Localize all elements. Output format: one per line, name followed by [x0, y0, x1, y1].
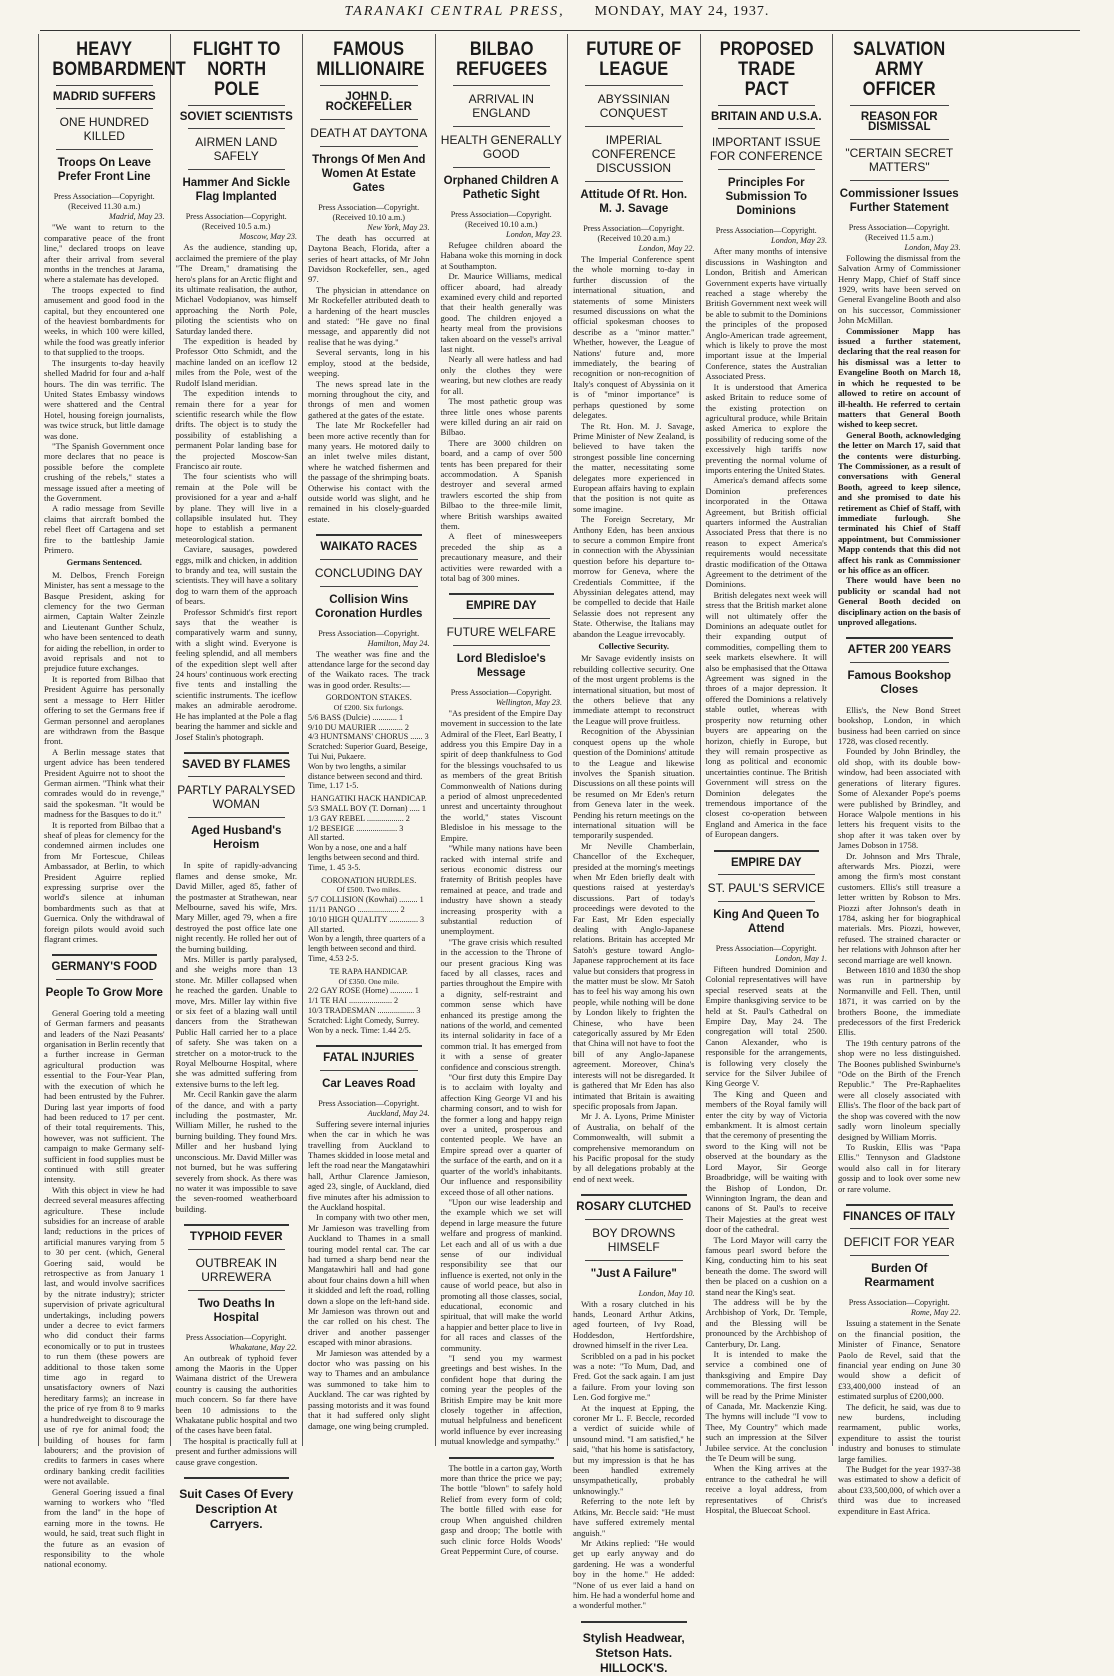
paragraph: The physician in attendance on Mr Rockefeller attributed death to a hardening of the heart muscles and stated: "He gave no final message, and apparently did not realise that he was dying.": [308, 284, 430, 347]
race-line: 5/6 BASS (Dulcie) ............ 1: [308, 712, 404, 722]
divider: [320, 146, 418, 147]
race-line: 1/2 BESEIGE .................... 3: [308, 823, 404, 833]
section-divider: [184, 752, 290, 754]
section-divider: [714, 850, 820, 852]
headline: FUTURE OF LEAGUE: [586, 39, 682, 80]
divider: [453, 167, 551, 168]
article-body: [706, 246, 828, 839]
headline: AFTER 200 YEARS: [847, 644, 951, 657]
divider: [56, 979, 153, 980]
divider: [453, 126, 551, 127]
column-4: [436, 34, 569, 1556]
section-divider: [846, 637, 953, 639]
paragraph: The address will be by the Archbishop of York, Dr. Temple, and the Blessing will be pronounced by the Archbishop of Canterbury, Dr. Lang.: [705, 1296, 827, 1349]
headline: FINANCES OF ITALY: [843, 1210, 956, 1223]
masthead-rule: [40, 30, 1080, 31]
dateline: [308, 1099, 430, 1119]
dateline: [838, 223, 961, 253]
paragraph: Referring to the note left by Atkins, Mr. Beccle said: "He must have suffered extremely mental anguish.": [573, 1496, 695, 1538]
article-body: [838, 705, 961, 1194]
location: London, May 1.: [775, 953, 827, 963]
divider: [585, 1219, 683, 1220]
headline: ROSARY CLUTCHED: [576, 1201, 692, 1214]
paragraph: Mr Savage evidently insists on rebuilding collective security. One of the most urgent problems is the international situation, but most of the others believe that any immediate attempt to reconstruct the League will prove fruitless.: [573, 653, 695, 726]
credit: Press Association—Copyright.: [450, 210, 552, 219]
race-line: Won by two lengths, a similar distance between second and third. Time, 1.17 1-5.: [308, 761, 423, 791]
location: Auckland, May 24.: [367, 1108, 430, 1118]
race-line: 9/10 DU MAURIER ............ 2: [308, 722, 409, 732]
paragraph: Mr Atkins replied: "He would get up early anyway and do gardening. He was a wonderful boy in the home." He added: "None of us ever laid a hand on him. He had a wonderful home and a wonderful mother.": [573, 1537, 695, 1611]
paragraph: General Goering issued a final warning to workers who "fled from the land" in the hope of earning more in the towns. He would, he said, treat such flight in the future as an evasion of responsibility to the whole national economy.: [44, 1486, 165, 1570]
article-body: [176, 1353, 298, 1467]
divider: [585, 181, 683, 182]
paragraph: It is understood that America asked Britain to reduce some of the existing protection on agricultural produce, while Britain asked America to explore the possibility of reducing some of the excessively high tariffs now preventing the normal volume of imports entering the United States.: [705, 381, 827, 475]
paragraph: Several servants, long in his employ, stood at the bedside, weeping.: [308, 347, 430, 379]
column-3: [303, 34, 436, 1446]
headline: HEAVY BOMBARDMENT: [52, 39, 186, 80]
credit: Press Association—Copyright.: [185, 1332, 287, 1342]
paragraph: The weather was fine and the attendance large for the second day of the Waikato races. The track was in good order. Results:—: [308, 648, 430, 690]
race-title: CORONATION HURDLES.: [321, 875, 417, 885]
credit: Press Association—Copyright.: [715, 226, 817, 236]
race-line: Scratched: Superior Guard, Beseige, Tui Nui, Pukaere.: [308, 742, 428, 761]
paragraph: "Our first duty this Empire Day is to acclaim with loyalty and affection King George VI and his charming consort, and to wish for the former a long and happy reign over a united, prosperous and contented people. We have an Empire spread over a quarter of the surface of the earth, and on it a quarter of the world's inhabitants. Our influence and responsibility exceed those of all other nations.: [440, 1072, 562, 1197]
column-2: [171, 34, 304, 1531]
section-divider: [316, 1045, 422, 1047]
divider: [585, 1260, 683, 1261]
location: Moscow, May 23.: [239, 232, 297, 242]
headline: FLIGHT TO NORTH POLE: [192, 39, 280, 100]
subheadline: Orphaned Children A Pathetic Sight: [443, 175, 559, 201]
subheadline: Lord Bledisloe's Message: [456, 652, 546, 679]
divider: [718, 901, 816, 902]
paragraph: With this object in view he had decreed several measures affecting agriculture. These include subsidies for an increase of arable land; reductions in the prices of artificial manures varying from 5 to 30 per cent. (which, General Goering said, would be retrospective as from January 1 last, and would involve sacrifices by the nitrate industry); stricter supervision of private agricultural undertakings, including powers under a decree to evict farmers who did conduct their farms economically or to put in trustees to run them (these powers are additional to those taken some time ago in regard to unsatisfactory owners of Nazi hereditary farms); an increase in the price of rye from 8 to 9 marks a hundredweight to discourage the use of rye for animal food; the building of houses for farm labourers; and the provision of credits to farmers in cases where ordinary banking credit facilities were not available.: [44, 1184, 165, 1487]
paragraph: Between 1810 and 1830 the shop was run in partnership by Normanville and Fell. Then, until 1871, it was carried on by the brothers Boone, the immediate predecessors of the first Frederick Ellis.: [838, 965, 961, 1038]
headline: SALVATION ARMY OFFICER: [853, 39, 946, 100]
divider: [718, 105, 816, 106]
issue-date: MONDAY, MAY 24, 1937.: [594, 4, 770, 19]
subheadline: Burden Of Rearmament: [864, 1263, 935, 1290]
paragraph: America's demand affects some Dominion preferences incorporated in the Ottawa Agreement, but British official quarters informed the Australian Associated Press that there is no reason to expect America's requirements would necessitate drastic modification of the Ottawa Agreement to the detriment of the Dominions.: [705, 475, 827, 590]
deck: "CERTAIN SECRET MATTERS": [845, 145, 954, 174]
headline: EMPIRE DAY: [730, 856, 802, 869]
section-subhead: Collective Security.: [598, 641, 670, 652]
dateline: [706, 944, 828, 964]
divider: [850, 105, 949, 106]
divider: [320, 1070, 418, 1071]
dateline: [573, 1289, 695, 1299]
advertisement: Suit Cases Of Every Description At Carryers.: [179, 1487, 294, 1531]
divider: [585, 126, 683, 127]
deck: ARRIVAL IN ENGLAND: [468, 92, 534, 120]
divider: [850, 139, 949, 140]
deck: IMPORTANT ISSUE FOR CONFERENCE: [709, 135, 823, 164]
location: Wellington, May 23.: [495, 697, 562, 707]
paragraph: In spite of rapidly-advancing flames and dense smoke, Mr. David Miller, aged 85, father of the postmaster at Strathewan, near Melbourne, saved his wife, Mrs. Mary Miller, aged 79, when a fire destroyed the post office late one night recently. He rolled her out of the burning building.: [175, 860, 297, 954]
headline: BILBAO REFUGEES: [455, 39, 547, 80]
paragraph: The Rt. Hon. M. J. Savage, Prime Minister of New Zealand, is believed to have taken the strongest possible line concerning the matter, necessitating some delegates more experienced in European affairs having to explain that the position is not quite as some imagine.: [573, 420, 695, 514]
dateline: [176, 212, 298, 242]
divider: [188, 1249, 286, 1250]
article-body: [176, 242, 298, 742]
paragraph: "I send you my warmest greetings and best wishes. In the confident hope that during the coming year the peoples of the British Empire may be knit more closely together in affection, mutual helpfulness and beneficent world influence by ever increasing mutual knowledge and sympathy.": [440, 1353, 562, 1447]
paragraph: The Foreign Secretary, Mr Anthony Eden, has been anxious to secure a common Empire front in connection with the Abyssinian question before his departure to-morrow for Geneva, where the Credentials Committee, if the Abyssinian delegates attend, may be compelled to decide that Haile Selassie does not represent any State. Otherwise, the Italians may abandon the League irrevocably.: [573, 514, 695, 639]
section-divider: [449, 1457, 555, 1459]
paragraph: Mr. Cecil Rankin gave the alarm of the dance, and with a party including the postmaster, Mr. William Miller, he rushed to the burning building. They found Mrs. Miller and her husband lying unconscious. Mr. David Miller was not burned, but he was suffering severely from shock. As there was no water it was impossible to save the seven-roomed weatherboard building.: [175, 1089, 297, 1214]
paragraph: As the audience, standing up, acclaimed the premiere of the play "The Dream," dramatising the hero's plans for an Arctic flight and its ultimate realisation, the author, Michael Vodopianov, was himself approaching the North Pole, piloting the scientists who on Saturday landed there.: [175, 242, 297, 336]
race-line: 10/10 HIGH QUALITY .............. 3: [308, 914, 425, 924]
paragraph: "While many nations have been racked with internal strife and serious economic distress our fraternity of British peoples have remained at peace, and trade and industry have shown a steady increasing prosperity with a substantial reduction of unemployment.: [440, 843, 562, 937]
deck: ONE HUNDRED KILLED: [59, 115, 149, 144]
credit: Press Association—Copyright.: [318, 202, 420, 212]
divider: [56, 149, 153, 150]
advertisement: Stylish Headwear, Stetson Hats. HILLOCK'S.: [582, 1630, 685, 1675]
deck: OUTBREAK IN URREWERA: [195, 1255, 277, 1284]
dateline: [44, 192, 165, 222]
race-title: TE RAPA HANDICAP.: [329, 966, 408, 976]
paragraph: The most pathetic group was three little ones whose parents were killed during an air raid on Bilbao.: [440, 396, 562, 438]
column-5: [568, 34, 701, 1675]
paragraph: The late Mr Rockefeller had been more active recently than for many years. He motored daily to an inlet twelve miles distant, where he watched fishermen and the passage of the shrimping boats. Otherwise his contact with the outside world was slight, and he remained in his closely-guarded estate.: [308, 420, 430, 524]
newspaper-page: [38, 34, 1098, 1675]
headline: PROPOSED TRADE PACT: [719, 39, 814, 100]
received-time: (Received 11.30 a.m.): [68, 202, 141, 212]
race-line: 5/3 SMALL BOY (T. Dornan) ..... 1: [308, 803, 426, 813]
paragraph: There are 3000 children on board, and a camp of over 500 tents has been prepared for their accommodation. A Spanish destroyer and several armed trawlers escorted the ship from Bilbao to the three-mile limit, where British warships awaited them.: [440, 437, 562, 531]
headline: GERMANY'S FOOD: [51, 961, 158, 974]
paragraph: When the King arrives at the entrance to the cathedral he will receive a loyal address, from representatives of Christ's Hospital, the Bluecoat School.: [705, 1463, 827, 1516]
paragraph: The death has occurred at Daytona Beach, Florida, after a series of heart attacks, of Mr John Davidson Rockefeller, sen., aged 97.: [308, 232, 430, 285]
headline: FAMOUS MILLIONAIRE: [316, 39, 425, 80]
paragraph: After many months of intensive discussions in Washington and London, British and American Government experts have virtually reached a stage whereby the British Government next week will be able to submit to the Dominions the principles of the proposed Anglo-American trade agreement, which is likely to prove the most important issue at the Imperial Conference, states the Australian Associated Press.: [705, 246, 827, 382]
subheadline: Famous Bookshop Closes: [847, 669, 951, 696]
race-line: All started.: [308, 833, 345, 843]
paragraph: Ellis's, the New Bond Street bookshop, London, in which business had been carried on since 1728, was closed recently.: [838, 704, 961, 747]
article-body: [441, 708, 563, 1447]
divider: [585, 85, 683, 86]
paragraph: Scribbled on a pad in his pocket was a note: "To Mum, Dad, and Fred. Got the sack again. I am just a failure. From your loving son Len. God forgive me.": [573, 1350, 695, 1403]
credit: Press Association—Copyright.: [848, 222, 950, 232]
paragraph: The news spread late in the morning throughout the city, and throngs of men and women gathered at the gates of the estate.: [308, 378, 430, 420]
section-divider: [449, 593, 555, 595]
credit: Press Association—Copyright.: [848, 1298, 950, 1308]
deck: MADRID SUFFERS: [52, 91, 156, 103]
deck: CONCLUDING DAY: [314, 565, 423, 580]
article-body: [573, 1299, 695, 1611]
divider: [188, 817, 286, 818]
divider: [320, 586, 418, 587]
headline: TYPHOID FEVER: [189, 1231, 283, 1244]
deck: IMPERIAL CONFERENCE DISCUSSION: [591, 133, 676, 175]
race-detail: Of £200. Six furlongs.: [333, 703, 404, 713]
race-line: Won by a nose, one and a half lengths between second and third. Time, 1. 45 3-5.: [308, 843, 420, 872]
divider: [850, 1255, 949, 1256]
paragraph: Dr. Johnson and Mrs Thrale, afterwards Mrs. Piozzi, were among the firm's most constant customers. Ellis's still treasure a letter written by Robson to Mrs. Piozzi after Johnson's death in 1784, asking her for biographical materials. Mrs. Piozzi, however, refused. The strained character or her relations with Johnson after her second marriage are well known.: [838, 850, 961, 965]
paragraph: Refugee children aboard the Habana woke this morning in dock at Southampton.: [440, 240, 562, 271]
location: London, May 22.: [638, 244, 695, 253]
headline: EMPIRE DAY: [465, 600, 537, 613]
location: London, May 23.: [771, 236, 827, 246]
location: Rome, May 22.: [910, 1308, 961, 1318]
deck: BOY DROWNS HIMSELF: [592, 1225, 676, 1254]
divider: [188, 169, 286, 170]
divider: [850, 1228, 949, 1229]
divider: [320, 85, 418, 86]
dateline: [308, 203, 430, 233]
article-body: [308, 1119, 430, 1431]
paragraph: Recognition of the Abyssinian conquest opens up the whole question of the Dominions' attitude to the League and likewise involves the Spanish situation. Discussions on all these points will be resumed on Mr Eden's return from Geneva later in the week. Pending his return meetings on the international situation will be temporarily suspended.: [573, 726, 695, 841]
paragraph: A fleet of minesweepers preceded the ship as a precautionary measure, and their activities were rewarded with a total bag of 300 mines.: [440, 531, 562, 583]
location: New York, May 23.: [367, 222, 430, 232]
paragraph: At the inquest at Epping, the coroner Mr L. F. Beccle, recorded a verdict of suicide while of unsound mind. "I am satisfied," he said, "that his home is satisfactory, but my impression is that he has been handled extremely unsympathetically, probably unknowingly.": [573, 1402, 695, 1496]
race-line: 11/11 PANGO .................... 2: [308, 904, 405, 914]
location: Madrid, May 23.: [109, 212, 165, 222]
credit: Press Association—Copyright.: [583, 224, 685, 233]
divider: [718, 169, 816, 170]
paragraph: General Goering told a meeting of German farmers and peasants and leaders of the Nazi Peasants' organisation in Berlin recently that a further increase in German agricultural production was essential to the Four-Year Plan, with the execution of which he had been entrusted by the Fuhrer. During last year imports of food had been reduced to 17 per cent. of their total requirements. This, however, was not sufficient. The campaign to make Germany self-sufficient in food supplies must be continued with still greater intensity.: [44, 1007, 165, 1185]
paragraph: The Budget for the year 1937-38 was estimated to show a deficit of about £33,500,000, of which over a third was due to increased expenditure in East Africa.: [838, 1464, 961, 1516]
divider: [718, 128, 816, 129]
column-1: [38, 34, 186, 1570]
paragraph: "We want to return to the comparative peace of the front line," declared troops on leave after their arrival from several months in the trenches at Jarama, where a stalemate has developed.: [44, 222, 165, 285]
credit: Press Association—Copyright.: [450, 687, 552, 697]
subheadline: Hammer And Sickle Flag Implanted: [182, 177, 291, 204]
deck: SOVIET SCIENTISTS: [179, 111, 293, 123]
location: Whakatane, May 22.: [229, 1342, 297, 1352]
divider: [188, 105, 286, 106]
divider: [850, 662, 949, 663]
paragraph: Caviare, sausages, powdered eggs, milk and chicken, in addition to brandy and tea, will sustain the scientists. They will have a solitary dog to warn them of the approach of bears.: [175, 544, 297, 607]
paragraph: It is intended to make the service a combined one of thanksgiving and Empire Day commemorations. The first lesson will be read by the Prime Minister of Canada, Mr. Mackenzie King. The hymns will include "I vow to Thee, My Country" which made such an impression at the Silver Jubilee service. At the conclusion the Te Deum will be sung.: [705, 1349, 827, 1464]
race-line: Won by a length, three quarters of a length between second and third. Time, 4.53 2-5.: [308, 934, 426, 963]
paragraph: The hospital is practically full at present and further admissions will cause grave congestion.: [175, 1435, 297, 1467]
paragraph: A Berlin message states that urgent advice has been tendered President Aguirre not to shoot the German airmen. "Think what their comrades would do in revenge," said the spokesman. "It would be madness for the Basques to do it.": [44, 746, 165, 820]
paragraph: The deficit, he said, was due to new burdens, including rearmament, public works, expenditure to assist the tourist industry and bonuses to stimulate large families.: [838, 1401, 961, 1464]
article-body: [308, 233, 430, 524]
location: London, May 10.: [638, 1288, 695, 1298]
paragraph: "As president of the Empire Day movement in succession to the late Admiral of the Fleet, Earl Beatty, I address you this Empire Day in a spirit of deep thankfulness to God for the blessings vouchsafed to us as members of the great British Commonwealth of Nations during a period of almost unprecedented unrest and uncertainty throughout the world," states Viscount Bledisloe in his message to the Empire.: [440, 707, 562, 843]
received-time: (Received 10.10 a.m.): [464, 220, 538, 229]
race-line: 10/3 TRADESMAN .................. 3: [308, 1005, 421, 1015]
paragraph: Commissioner Mapp has issued a further statement, declaring that the real reason for his dismissal was a letter to Evangeline Booth on March 18, in which he requested to be allowed to retire on account of ill-health. He referred to certain matters that General Booth wished to keep secret.: [838, 325, 961, 430]
article-body: [573, 254, 695, 1184]
paragraph: Mr J. A. Lyons, Prime Minister of Australia, on behalf of the Commonwealth, will submit a comprehensive memorandum on his Pacific proposal for the study by all delegations probably at the end of next week.: [573, 1111, 695, 1184]
column-6: [701, 34, 834, 1516]
subheadline: Two Deaths In Hospital: [197, 1297, 275, 1324]
section-subhead: Germans Sentenced.: [66, 557, 142, 568]
dateline: [441, 210, 563, 240]
divider: [320, 559, 418, 560]
race-line: Won by a neck. Time: 1.44 2/5.: [308, 1025, 411, 1035]
deck: ST. PAUL'S SERVICE: [707, 880, 825, 895]
headline: FATAL INJURIES: [323, 1052, 415, 1065]
article-body: [44, 222, 165, 944]
dateline: [308, 629, 430, 649]
divider: [453, 85, 551, 86]
paragraph: It is reported from Bilbao that a sheaf of pleas for clemency for the condemned airmen includes one from Mr Fortescue, Chileas Ambassador, at Berlin, to which President Aguirre replied expressing surprise over the world's silence at inhuman bombardments such as that at Guernica. Only the withdrawal of foreign pilots would avoid such flagrant crimes.: [44, 819, 165, 945]
paragraph: Nearly all were hatless and had only the clothes they were wearing, but new clothes are ready for all.: [440, 354, 562, 396]
article-body: [44, 1008, 165, 1570]
paragraph: Dr. Maurice Williams, medical officer aboard, had already examined every child and reported that their health generally was good. The children enjoyed a hearty meal from the provisions taken aboard on the vessel's arrival last night.: [440, 271, 562, 355]
paragraph: Professor Schmidt's first report says that the weather is comparatively warm and sunny, with a slight wind. Everyone is feeling splendid, and all members of the expedition slept well after 24 hours' continuous work erecting five tents and installing the scientific instruments. The iceflow makes an admirable aerodrome. He has implanted at the Pole a flag bearing the hammer and sickle and Josef Stalin's photograph.: [175, 606, 297, 742]
deck: REASON FOR DISMISSAL: [860, 111, 938, 134]
subheadline: Collision Wins Coronation Hurdles: [315, 593, 423, 620]
column-7: [833, 34, 966, 1516]
paragraph: The King and Queen and members of the Royal family will enter the city by way of Victoria embankment. It is almost certain that the ceremony of presenting the sword to the King will not be observed at the boundary as the Lord Mayor, Sir George Broadbridge, will be waiting with the Bishop of London, Dr. Winnington Ingram, the dean and canons of St. Paul's to receive Their Majesties at the great west door of the cathedral.: [705, 1088, 827, 1235]
paragraph: The expedition intends to remain there for a year for scientific research while the flow drifts. The object is to study the possibility of establishing a permanent Polar landing base for the projected Moscow-San Francisco air route.: [175, 388, 297, 471]
divider: [718, 874, 816, 875]
paragraph: It is reported from Bilbao that President Aguirre has personally sent a message to Herr Hitler offering to set the Germans free if German personnel and aeroplanes are withdrawn from the Basque front.: [44, 673, 165, 747]
paragraph: Mr Jamieson was attended by a doctor who was passing on his way to Thames and an ambulance was summoned to take him to Auckland. The car was righted by passing motorists and it was found that it had suffered only slight damage, one wing being crumpled.: [308, 1347, 430, 1431]
divider: [56, 85, 153, 86]
race-line: 4/3 HUNTSMANS' CHORUS ...... 3: [308, 732, 429, 742]
section-divider: [316, 534, 422, 536]
race-line: 1/1 TE HAI ..................... 2: [308, 996, 399, 1006]
race-line: All started.: [308, 924, 345, 934]
race-line: 2/2 GAY ROSE (Horne) ........... 1: [308, 986, 419, 996]
section-divider: [184, 1477, 290, 1479]
section-divider: [52, 954, 157, 956]
paragraph: Mr Neville Chamberlain, Chancellor of the Exchequer, presided at the morning's meetings when Mr Eden briefly dealt with questions raised at yesterday's discussions. Part of today's proceedings were devoted to the Far East, Mr Eden especially dealing with Anglo-Japanese relations. Britain has accepted Mr Satoh's gesture toward Anglo-Japanese rapprochement at its face value but considers that progress in the matter must be slow. Mr Satoh has to feel his way among his own people, while nothing will be done by London likely to frighten the Chinese, who have been categorically assured by Mr Eden that China will not have to foot the bill of any Anglo-Japanese agreement. Moreover, China's interests will not be disregarded. It is gathered that Mr Eden has also intimated that Britain is awaiting specific proposals from Japan.: [573, 840, 695, 1111]
race-title: GORDONTON STAKES.: [325, 693, 412, 703]
subheadline: Principles For Submission To Dominions: [725, 177, 808, 218]
credit: Press Association—Copyright.: [318, 1098, 420, 1108]
deck: ABYSSINIAN CONQUEST: [597, 92, 670, 120]
credit: Press Association—Copyright.: [318, 628, 420, 638]
dateline: [573, 224, 695, 254]
dateline: [706, 226, 828, 246]
paragraph: There would have been no publicity or scandal had not General Booth decided on disciplinary action on the basis of unproved allegations.: [838, 575, 961, 628]
subheadline: Aged Husband's Heroism: [191, 825, 282, 852]
paragraph: Fifteen hundred Dominion and Colonial representatives will have special reserved seats at the Empire thanksgiving service to be held at St. Paul's Cathedral on Empire Day, May 24. The congregation will total 2500. Canon Alexander, who is responsible for the arrangements, is following very closely the service for the Silver Jubilee of King George V.: [705, 963, 827, 1089]
subheadline: Commissioner Issues Further Statement: [839, 187, 959, 214]
article-body: [838, 253, 961, 628]
credit: Press Association—Copyright.: [715, 943, 817, 953]
deck: JOHN D. ROCKEFELLER: [325, 91, 412, 114]
paragraph: The expedition is headed by Professor Otto Schmidt, and the machine landed on an iceflow 12 miles from the Pole, west of the Rudolf Island meridian.: [175, 336, 297, 388]
deck: FUTURE WELFARE: [446, 624, 556, 639]
dateline: [838, 1298, 961, 1318]
divider: [188, 776, 286, 777]
deck: DEATH AT DAYTONA: [310, 125, 428, 140]
paragraph: An outbreak of typhoid fever among the Maoris in the Upper Waimana district of the Urewera country is causing the authorities much concern. So far there have been 10 admissions to the Whakatane public hospital and two of the cases have been fatal.: [175, 1352, 297, 1436]
advertisement-verse: The bottle in a carton gay, Worth more than thrice the price we pay; The bottle "blown" to safely hold Relief from every form of cold; The bottle filled with ease for croup When anguished children gasp and droop; The bottle with such clinic force Holds Woods' Great Peppermint Cure, of course.: [440, 1462, 562, 1556]
subheadline: Attitude Of Rt. Hon. M. J. Savage: [580, 189, 688, 215]
paragraph: Founded by John Brindley, the old shop, with its double bow-window, had been associated with generations of literary figures. Some of Alexander Pope's poems were published by Brindley, and Horace Walpole mentions in his letters his frequent visits to the shop after it was taken over by James Dobson in 1758.: [838, 746, 961, 851]
location: Hamilton, May 24.: [367, 638, 430, 648]
paragraph: Following the dismissal from the Salvation Army of Commissioner Henry Mapp, Chief of Staff since 1929, writs have been served on General Evangeline Booth and also on his successor, Commissioner John McMillan.: [838, 252, 961, 326]
paragraph: With a rosary clutched in his hands, Leonard Arthur Atkins, aged fourteen, of Ivy Road, Hoddesdon, Hertfordshire, drowned himself in the river Lea.: [573, 1298, 695, 1351]
divider: [188, 1290, 286, 1291]
subheadline: Troops On Leave Prefer Front Line: [57, 157, 151, 184]
paragraph: The Lord Mayor will carry the famous pearl sword before the King, conducting him to his seat beneath the dome. The sword will then be placed on a cushion on a stand near the King's seat.: [705, 1234, 827, 1297]
paragraph: To Ruskin, Ellis was "Papa Ellis." Tennyson and Gladstone would also call in for literary gossip and to look over some new or rare volume.: [838, 1141, 961, 1194]
race-line: 1/3 GAY REBEL .................. 2: [308, 813, 410, 823]
deck: HEALTH GENERALLY GOOD: [440, 133, 562, 161]
divider: [453, 618, 551, 619]
subheadline: Car Leaves Road: [322, 1077, 416, 1090]
received-time: (Received 10.5 a.m.): [202, 222, 271, 232]
section-divider: [581, 1621, 687, 1623]
divider: [320, 119, 418, 120]
section-divider: [846, 1204, 953, 1206]
section-divider: [581, 1194, 687, 1196]
received-time: (Received 11.5 a.m.): [865, 232, 934, 242]
divider: [188, 128, 286, 129]
credit: Press Association—Copyright.: [185, 212, 287, 222]
subheadline: Throngs Of Men And Women At Estate Gates: [312, 153, 426, 194]
divider: [56, 108, 153, 109]
article-body: [308, 649, 430, 691]
received-time: (Received 10.10 a.m.): [332, 212, 406, 222]
paragraph: The troops expected to find amusement and good food in the capital, but they encountered one of the heaviest bombardments for weeks, in which 100 were killed, while the food was greatly inferior to that supplied to the troops.: [44, 284, 165, 358]
race-line: 5/7 COLLISION (Kowhai) ......... 1: [308, 895, 424, 905]
race-detail: Of £500. Two miles.: [336, 885, 401, 895]
divider: [453, 645, 551, 646]
race-results: [308, 693, 430, 1035]
deck: PARTLY PARALYSED WOMAN: [177, 783, 296, 812]
section-divider: [184, 1224, 290, 1226]
paragraph: General Booth, acknowledging the letter on March 17, said that the contents were disturbing. The Commissioner, as a result of conversations with General Booth, agreed to keep silence, and she promised to date his retirement as Chief of Staff, with immediate furlough. She terminated his Chief of Staff appointment, but Commissioner Mapp contends that this did not affect his rank as Commissioner or his office as an officer.: [838, 429, 961, 575]
paragraph: British delegates next week will stress that the British market alone will not ultimately offer the Dominions an adequate outlet for their expanding output of commodities, compelling them to seek markets elsewhere. It will also be emphasised that the Ottawa Agreement was signed in the throes of a major depression. It offered the Dominions a relatively stable outlet, whereas with prosperity now returning other buyers are appearing on the horizon, chiefly in Europe, but they will remain prospective as long as political and economic uncertainties continue. The British Government will stress on the Dominion delegates the tremendous importance of the closest co-operation between England and America in the face of European dangers.: [705, 589, 827, 840]
paragraph: The Imperial Conference spent the whole morning to-day in further discussion of the international situation, and statements of some Ministers resumed discussions on what the official spokesman chooses to describe as a "minor matter." Whether, however, the League of Nations' future and, more immediately, the bearing of recognition or non-recognition of Italy's conquest of Abyssinia on it is of "minor importance" is perhaps questioned by some delegates.: [573, 254, 695, 421]
paragraph: The 19th century patrons of the shop were no less distinguished. The Boones published Swinburne's "Ode on the Birth of the French Republic." The Pre-Raphaelites were all closely associated with Ellis's. The floor of the back part of the shop was covered with the now sadly worn linoleum specially designed by William Morris.: [838, 1037, 961, 1142]
headline: SAVED BY FLAMES: [182, 758, 291, 771]
paragraph: "The Spanish Government once more declares that no peace is possible before the complete crushing of the rebels," states a message issued after a meeting of the Government.: [44, 440, 165, 503]
article-body: [441, 240, 563, 583]
location: London, May 23.: [904, 242, 961, 252]
dateline: [176, 1333, 298, 1353]
masthead: [0, 4, 1114, 30]
advertisement: [441, 1463, 563, 1557]
article-body: [838, 1318, 961, 1516]
race-line: Scratched: Light Comedy, Surrey.: [308, 1015, 420, 1025]
paragraph: In company with two other men, Mr Jamieson was travelling from Auckland to Thames in a small touring model rental car. The car had turned a sharp bend near the Mangatawhiri hall and had gone about four chains down a hill when it skidded and left the road, rolling down a slope on the left-hand side. Mr Jamieson was thrown out and the car rolled on his chest. The driver and another passenger escaped with minor abrasions.: [308, 1212, 430, 1348]
received-time: (Received 10.20 a.m.): [597, 234, 671, 243]
race-detail: Of £350. One mile.: [338, 976, 399, 986]
deck: AIRMEN LAND SAFELY: [195, 135, 278, 164]
paragraph: Issuing a statement in the Senate on the financial position, the Minister of Finance, Senatore Paolo de Revel, said that the financial year ending on June 30 would show a deficit of £33,400,000 instead of an estimated surplus of £200,000.: [838, 1318, 961, 1402]
deck: BRITAIN AND U.S.A.: [710, 111, 822, 123]
headline: WAIKATO RACES: [320, 541, 418, 554]
deck: DEFICIT FOR YEAR: [843, 1235, 955, 1250]
paragraph: The four scientists who will remain at the Pole will be provisioned for a year and a-half by plane. They will live in a collapsible insulated hut. They hope to establish a permanent meteorological station.: [175, 471, 297, 544]
location: London, May 23.: [506, 230, 562, 239]
divider: [850, 180, 949, 181]
subheadline: King And Queen To Attend: [713, 908, 820, 935]
credit: Press Association—Copyright.: [53, 192, 155, 202]
paragraph: A radio message from Seville claims that aircraft bombed the rebel fleet off Cartagena and set fire to the battleship Jamie Primero.: [44, 503, 165, 555]
article-body: [176, 860, 298, 1214]
newspaper-name: TARANAKI CENTRAL PRESS,: [344, 4, 565, 19]
dateline: [441, 688, 563, 708]
paragraph: M. Delbos, French Foreign Minister, has sent a message to the Basque President, asking for clemency for the two German airmen, Captain Walter Zeinzle and Lieutenant Gunther Schulz, who have been sentenced to death for aiding the rebellion, in order to avoid reprisals and not to prejudice future exchanges.: [44, 569, 165, 674]
paragraph: Suffering severe internal injuries when the car in which he was travelling from Auckland to Thames skidded in loose metal and left the road near the Mangatawhiri hall, Arthur Clarence Jamieson, aged 23, single, of Auckland, died five minutes after his admission to the Auckland hospital.: [308, 1118, 430, 1212]
article-body: [706, 964, 828, 1516]
paragraph: The insurgents to-day heavily shelled Madrid for four and a-half hours. The din was terrific. The United States Embassy windows were shattered and the Central Hotel, housing foreign journalists, was twice struck, but little damage was done.: [44, 357, 165, 441]
paragraph: Mrs. Miller is partly paralysed, and she weighs more than 13 stone. Mr. Miller collapsed when he reached the garden. Unable to move, Mrs. Miller lay within five or six feet of a blazing wall until dancers from the Strathewan Public Hall carried her to a place of safety. She was taken on a stretcher on a motor-truck to the Royal Melbourne Hospital, where she was admitted suffering from extensive burns to the left leg.: [175, 953, 297, 1089]
paragraph: "The grave crisis which resulted in the accession to the Throne of our present gracious King was faced by all classes, races and parties throughout the Empire with a dignity, self-restraint and common sense which have enhanced its prestige among the nations of the world, and cemented its internal solidarity in face of a common trial. It has emerged from it with a sense of greater confidence and conscious strength.: [440, 936, 562, 1072]
paragraph: "Upon our wise leadership and the example which we set will depend in large measure the future welfare and progress of mankind. Let each and all of us with a due sense of our individual responsibility see that our influence is exerted, not only in the cause of world peace, but also in promoting all those classes, social, educational, economic and spiritual, that will make the world a happier and better place to live in for all races and classes of the community.: [440, 1196, 562, 1353]
subheadline: "Just A Failure": [590, 1267, 677, 1280]
race-title: HANGATIKI HACK HANDICAP.: [310, 794, 427, 804]
subheadline: People To Grow More: [45, 986, 163, 999]
